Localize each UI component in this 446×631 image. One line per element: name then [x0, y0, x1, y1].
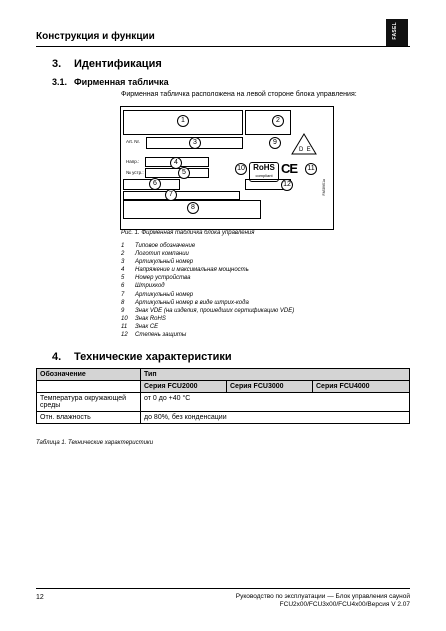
- legend-item: 2 Логотип компании: [121, 251, 189, 258]
- series-fcu4000: Серия FCU4000: [313, 381, 410, 393]
- callout-9: 9: [269, 137, 281, 149]
- row-value-temperature: от 0 до +40 °С: [141, 393, 410, 412]
- device-label: № устр.:: [126, 170, 144, 175]
- series-fcu3000: Серия FCU3000: [227, 381, 313, 393]
- legend-item: 4 Напряжение и максимальная мощность: [121, 267, 249, 274]
- legend-item: 6 Штрихкод: [121, 283, 165, 290]
- spec-table: [36, 368, 410, 424]
- header-title: Конструкция и функции: [36, 31, 155, 42]
- callout-8: 8: [187, 202, 199, 214]
- intro-text: Фирменная табличка расположена на левой стороне блока управления:: [121, 91, 357, 98]
- legend-item: 12 Степень защиты: [121, 332, 187, 339]
- section-3-heading: [52, 58, 162, 70]
- callout-3: 3: [189, 137, 201, 149]
- legend-item: 11 Знак CE: [121, 323, 159, 330]
- header-rule: [36, 46, 410, 47]
- callout-10: 10: [235, 163, 247, 175]
- legend-item: 10 Знак RoHS: [121, 315, 166, 322]
- device-number-box: [145, 168, 209, 178]
- vde-icon: [291, 133, 317, 155]
- rohs-sub: compliant: [255, 173, 273, 178]
- figure-legend: [121, 242, 294, 339]
- footer-rule: [36, 588, 410, 589]
- section-4-title: Технические характеристики: [74, 351, 232, 363]
- legend-item: 3 Артикульный номер: [121, 259, 194, 266]
- section-3-number: 3.: [52, 58, 62, 70]
- table-header-designation: Обозначение: [37, 369, 141, 381]
- row-label-humidity: Отн. влажность: [37, 412, 141, 424]
- table-header-row: [37, 369, 410, 381]
- vde-text: D E: [299, 147, 311, 153]
- art-nr-label: Art. Nr.: [126, 139, 141, 144]
- logo-text: FASEL: [392, 22, 398, 40]
- table-header-type: Тип: [141, 369, 410, 381]
- row-label-temperature: Температура окружающей среды: [37, 393, 141, 412]
- company-logo-box: [245, 110, 291, 135]
- callout-5: 5: [178, 167, 190, 179]
- footer-line-1: Руководство по эксплуатации — Блок управления сауной: [235, 593, 410, 600]
- nameplate-figure: [120, 106, 334, 230]
- section-4-heading: [52, 351, 232, 363]
- series-fcu2000: Серия FCU2000: [141, 381, 227, 393]
- section-31-number: 3.1.: [52, 77, 68, 87]
- legend-item: 8 Артикульный номер в виде штрих-кода: [121, 299, 249, 306]
- legend-item: 9 Знак VDE (на изделия, прошедших сертификацию VDE): [121, 307, 295, 314]
- legend-item: 7 Артикульный номер: [121, 291, 194, 298]
- callout-4: 4: [170, 157, 182, 169]
- article-number-2-box: [123, 191, 240, 200]
- section-4-number: 4.: [52, 351, 62, 363]
- ce-icon: CE: [281, 161, 298, 176]
- section-31-title: Фирменная табличка: [74, 77, 169, 87]
- callout-11: 11: [305, 163, 317, 175]
- table-row: [37, 393, 410, 412]
- table-series-row: [37, 381, 410, 393]
- footer-text: [236, 593, 410, 609]
- figure-caption: Рис. 1. Фирменная табличка блока управления: [121, 230, 255, 236]
- callout-2: 2: [272, 115, 284, 127]
- callout-6: 6: [149, 178, 161, 190]
- footer-line-2: FCU2x00/FCU3x00/FCU4x00/Версия V 2.07: [279, 601, 410, 608]
- legend-item: 1 Типовое обозначение: [121, 243, 196, 249]
- section-31-heading: [52, 77, 169, 87]
- legend-item: 5 Номер устройства: [121, 275, 191, 282]
- callout-7: 7: [165, 189, 177, 201]
- rohs-text: RoHS: [253, 163, 275, 172]
- callout-12: 12: [281, 179, 293, 191]
- row-value-humidity: до 80%, без конденсации: [141, 412, 410, 424]
- table-row: [37, 412, 410, 424]
- callout-1: 1: [177, 115, 189, 127]
- section-3-title: Идентификация: [74, 58, 162, 70]
- page-number: 12: [36, 594, 44, 601]
- table-caption: Таблица 1. Технические характеристики: [36, 440, 154, 446]
- fasel-logo: [386, 19, 408, 46]
- table-empty-cell: [37, 381, 141, 393]
- power-label: Напр.:: [126, 159, 140, 164]
- figure-side-code: FäS8V01a: [322, 179, 326, 196]
